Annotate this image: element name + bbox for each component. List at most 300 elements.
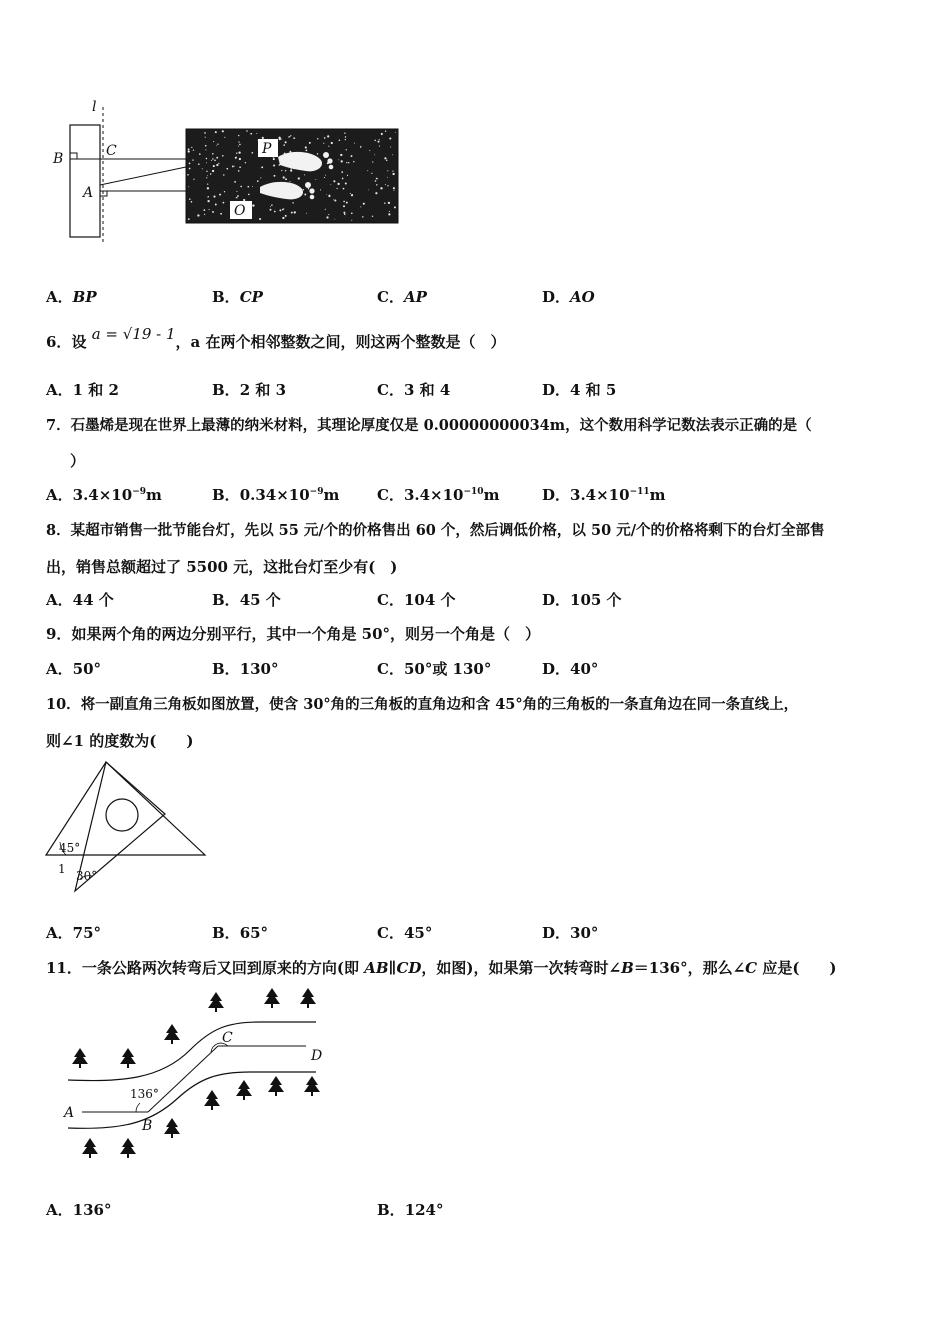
sand-speck xyxy=(224,191,225,192)
sand-speck xyxy=(351,220,352,221)
q11-trees xyxy=(72,988,323,1158)
sand-speck xyxy=(320,189,321,190)
q9-text: 如果两个角的两边分别平行，其中一个角是 50°，则另一个角是（ ） xyxy=(71,625,541,643)
q5-label-l: l xyxy=(92,99,97,115)
sand-speck xyxy=(206,177,207,178)
q9-option-c xyxy=(377,658,491,679)
sand-speck xyxy=(315,179,316,180)
q6-question xyxy=(46,325,506,352)
q10-line2: 则∠1 的度数为( ) xyxy=(46,732,194,750)
q5-option-b xyxy=(212,286,263,307)
q7-option-b-base: 0.34×10 xyxy=(239,486,310,504)
sand-speck xyxy=(207,175,208,176)
q6-option-c xyxy=(377,379,450,400)
sand-speck xyxy=(212,153,214,155)
sand-speck xyxy=(343,212,345,214)
q5-label-p: P xyxy=(262,141,272,157)
q9-option-c-text: 50°或 130° xyxy=(403,660,492,678)
q10-number: 10． xyxy=(46,696,81,713)
sand-speck xyxy=(345,182,347,184)
q5-label-o: O xyxy=(234,203,246,219)
q7-option-b-letter: B． xyxy=(212,486,240,504)
sand-speck xyxy=(369,150,370,151)
sand-speck xyxy=(290,151,292,153)
sand-speck xyxy=(390,147,391,148)
sand-speck xyxy=(239,158,241,160)
q8-option-a-letter: A． xyxy=(46,591,73,609)
q6-option-b xyxy=(212,379,286,400)
sand-speck xyxy=(379,146,380,147)
q7-option-d-letter: D． xyxy=(542,486,571,504)
sand-speck xyxy=(336,188,337,189)
q8-line1: 某超市销售一批节能台灯，先以 55 元/个的价格售出 60 个，然后调低价格，以 50 元/个的价格将剩下的台灯全部售 xyxy=(70,522,825,539)
q9-option-b xyxy=(212,658,279,679)
sand-speck xyxy=(213,196,215,198)
q11-text-b: ，如图)，如果第一次转弯时∠ xyxy=(421,959,622,977)
q7-option-c-letter: C． xyxy=(377,486,404,504)
sand-speck xyxy=(218,163,219,164)
sand-speck xyxy=(193,149,194,150)
q9-number: 9． xyxy=(46,625,72,643)
sand-speck xyxy=(385,131,386,132)
sand-speck xyxy=(385,184,386,185)
q11-arc-b xyxy=(136,1103,140,1112)
tree-icon xyxy=(120,1048,136,1068)
q5-option-b-text: CP xyxy=(239,288,263,306)
sand-speck xyxy=(243,199,245,201)
q6-prefix: 设 xyxy=(71,333,87,351)
q7-line1: 石墨烯是现在世界上最薄的纳米材料，其理论厚度仅是 0.00000000034m，这个数用科学记数法表示正确的是（ xyxy=(70,417,812,434)
sand-speck xyxy=(292,202,293,203)
sand-speck xyxy=(346,202,348,204)
sand-speck xyxy=(343,205,345,207)
sand-speck xyxy=(378,141,380,143)
sand-speck xyxy=(236,191,237,192)
sand-speck xyxy=(392,171,393,172)
q7-question-line1 xyxy=(46,414,812,435)
sand-speck xyxy=(317,138,318,139)
sand-speck xyxy=(363,203,365,205)
sand-speck xyxy=(261,166,263,168)
sand-speck xyxy=(223,174,224,175)
sand-speck xyxy=(323,143,324,144)
q11-text-a: 一条公路两次转弯后又回到原来的方向(即 xyxy=(81,959,365,977)
q11-option-b-letter: B． xyxy=(377,1201,405,1219)
sand-speck xyxy=(281,139,282,140)
sand-speck xyxy=(189,198,191,200)
sand-speck xyxy=(224,137,225,138)
sand-speck xyxy=(208,196,209,197)
sand-speck xyxy=(205,149,206,150)
q10-option-b xyxy=(212,922,268,943)
sand-speck xyxy=(234,166,235,167)
tree-icon xyxy=(164,1024,180,1044)
sand-speck xyxy=(374,154,375,155)
q11-option-a xyxy=(46,1199,111,1220)
sand-speck xyxy=(392,173,394,175)
sand-speck xyxy=(206,162,207,163)
q5-sandpit xyxy=(186,129,398,223)
q7-option-d-unit: m xyxy=(649,486,666,504)
q7-option-b xyxy=(212,484,339,505)
sand-speck xyxy=(294,211,296,213)
sand-speck xyxy=(220,213,222,215)
sand-speck xyxy=(219,194,221,196)
q5-option-a-letter: A． xyxy=(46,288,73,306)
q8-option-d-text: 105 个 xyxy=(570,591,622,609)
q7-option-a-unit: m xyxy=(146,486,162,504)
tree-icon xyxy=(236,1080,252,1100)
q11-label-c: C xyxy=(222,1030,233,1046)
sand-speck xyxy=(247,186,249,188)
q6-option-c-text: 3 和 4 xyxy=(403,381,451,399)
tree-icon xyxy=(204,1090,220,1110)
sand-speck xyxy=(214,160,216,162)
sand-speck xyxy=(216,157,218,159)
sand-speck xyxy=(386,159,388,161)
sand-speck xyxy=(340,154,342,156)
q6-option-a-text: 1 和 2 xyxy=(72,381,119,399)
sand-speck xyxy=(207,200,209,202)
sand-speck xyxy=(238,141,239,142)
sand-speck xyxy=(376,184,377,185)
sand-speck xyxy=(239,144,241,146)
sand-speck xyxy=(212,170,214,172)
q8-option-c-text: 104 个 xyxy=(403,591,456,609)
q9-option-d-letter: D． xyxy=(542,660,571,678)
sand-speck xyxy=(394,206,396,208)
q7-option-d-exp: −11 xyxy=(629,487,650,497)
q7-line2: ） xyxy=(70,452,86,470)
q7-option-c-unit: m xyxy=(483,486,500,504)
q7-number: 7． xyxy=(46,417,71,434)
sand-speck xyxy=(251,152,253,154)
tree-icon xyxy=(82,1138,98,1158)
sand-speck xyxy=(345,139,346,140)
sand-speck xyxy=(344,133,345,134)
q8-option-b-letter: B． xyxy=(212,591,240,609)
sand-speck xyxy=(260,177,261,178)
sand-speck xyxy=(309,142,311,144)
q11-text-bv: B xyxy=(621,959,634,977)
q8-question-line2 xyxy=(46,556,397,577)
tree-icon xyxy=(268,1076,284,1096)
sand-speck xyxy=(375,180,377,182)
q8-option-c xyxy=(377,589,456,610)
sand-speck xyxy=(328,214,329,215)
sand-speck xyxy=(384,157,386,159)
sand-speck xyxy=(246,130,248,132)
q10-option-b-letter: B． xyxy=(212,924,240,942)
sand-speck xyxy=(189,168,191,170)
sand-speck xyxy=(285,170,286,171)
sand-speck xyxy=(334,200,336,202)
q5-label-c: C xyxy=(106,143,117,159)
q9-option-d-text: 40° xyxy=(570,660,599,678)
q6-suffix: ，a 在两个相邻整数之间，则这两个整数是（ ） xyxy=(175,333,506,351)
sand-speck xyxy=(256,133,257,134)
sand-speck xyxy=(232,165,234,167)
sand-speck xyxy=(384,202,385,203)
q6-formula: a = √19 - 1 xyxy=(91,325,176,343)
sand-speck xyxy=(338,159,339,160)
q8-option-a xyxy=(46,589,114,610)
sand-speck xyxy=(330,184,331,185)
q11-label-a: A xyxy=(64,1105,75,1121)
q10-hole xyxy=(106,799,138,831)
q7-option-b-exp: −9 xyxy=(309,487,324,497)
tree-icon xyxy=(208,992,224,1012)
sand-speck xyxy=(274,175,276,177)
q7-option-d-base: 3.4×10 xyxy=(570,486,630,504)
q6-option-c-letter: C． xyxy=(377,381,404,399)
sand-speck xyxy=(285,215,287,217)
q8-line2: 出，销售总额超过了 5500 元，这批台灯至少有( ) xyxy=(46,558,398,576)
q9-option-b-letter: B． xyxy=(212,660,240,678)
q10-question-line1 xyxy=(46,693,798,714)
sand-speck xyxy=(252,204,254,206)
sand-speck xyxy=(283,208,284,209)
q6-option-d-letter: D． xyxy=(542,381,571,399)
sand-speck xyxy=(199,153,201,155)
q10-option-d-text: 30° xyxy=(570,924,599,942)
q10-option-a-text: 75° xyxy=(72,924,102,942)
sand-speck xyxy=(245,162,246,163)
sand-speck xyxy=(324,177,325,178)
sand-speck xyxy=(351,155,353,157)
sand-speck xyxy=(393,187,395,189)
sand-speck xyxy=(188,148,190,150)
sand-speck xyxy=(379,139,380,140)
sand-speck xyxy=(325,175,326,176)
q10-option-d-letter: D． xyxy=(542,924,571,942)
sand-speck xyxy=(362,216,363,217)
q11-question xyxy=(46,957,837,978)
sand-speck xyxy=(270,206,271,207)
q5-option-c-text: AP xyxy=(403,288,427,306)
sand-speck xyxy=(387,185,388,186)
sand-speck xyxy=(187,174,189,176)
sand-speck xyxy=(374,140,375,141)
sand-speck xyxy=(237,195,239,197)
sand-speck xyxy=(234,181,236,183)
sand-speck xyxy=(298,177,300,179)
q7-option-c xyxy=(377,484,499,505)
sand-speck xyxy=(328,195,330,197)
sand-speck xyxy=(283,176,285,178)
sand-speck xyxy=(351,194,353,196)
sand-speck xyxy=(305,146,307,148)
q7-question-line2 xyxy=(70,450,85,471)
sand-speck xyxy=(215,204,217,206)
q5-option-b-letter: B． xyxy=(212,288,240,306)
q5-line-ap xyxy=(100,167,186,185)
q6-option-b-letter: B． xyxy=(212,381,240,399)
sand-speck xyxy=(381,133,383,135)
q7-option-c-exp: −10 xyxy=(463,487,484,497)
sand-speck xyxy=(278,137,280,139)
q5-option-a-text: BP xyxy=(72,288,97,306)
q5-right-angle-b xyxy=(70,153,77,159)
sand-speck xyxy=(192,159,193,160)
q11-option-a-text: 136° xyxy=(72,1201,112,1219)
sand-speck xyxy=(213,141,214,142)
sand-speck xyxy=(203,209,205,211)
sand-speck xyxy=(288,137,289,138)
sand-speck xyxy=(341,160,343,162)
sand-speck xyxy=(273,158,275,160)
sand-speck xyxy=(250,133,252,135)
q10-label-45: 45° xyxy=(59,841,81,855)
sand-speck xyxy=(354,143,355,144)
q9-question xyxy=(46,623,540,644)
sand-speck xyxy=(345,136,346,137)
q8-number: 8． xyxy=(46,522,71,539)
sand-speck xyxy=(372,161,373,162)
sand-speck xyxy=(353,161,354,162)
q11-text-d: 应是( ) xyxy=(757,959,837,977)
q8-option-b xyxy=(212,589,281,610)
q6-option-b-text: 2 和 3 xyxy=(239,381,287,399)
tree-icon xyxy=(72,1048,88,1068)
sand-speck xyxy=(188,150,190,152)
sand-speck xyxy=(198,163,200,165)
q9-option-a-letter: A． xyxy=(46,660,73,678)
sand-speck xyxy=(252,186,253,187)
q11-option-b-text: 124° xyxy=(404,1201,444,1219)
sand-speck xyxy=(325,209,326,210)
sand-speck xyxy=(204,132,206,134)
q9-option-a xyxy=(46,658,101,679)
q10-line1: 将一副直角三角板如图放置，使含 30°角的三角板的直角边和含 45°角的三角板的一条直角边在同一条直线上， xyxy=(80,696,799,713)
sand-speck xyxy=(257,180,259,182)
q10-option-d xyxy=(542,922,598,943)
q7-option-c-base: 3.4×10 xyxy=(403,486,464,504)
sand-speck xyxy=(188,218,190,220)
q7-option-a-base: 3.4×10 xyxy=(72,486,133,504)
sand-speck xyxy=(239,166,241,168)
q11-label-b: B xyxy=(142,1118,153,1134)
q5-label-b: B xyxy=(53,151,64,167)
sand-speck xyxy=(270,209,272,211)
sand-speck xyxy=(348,162,349,163)
q11-text-c: ＝136°，那么∠ xyxy=(633,959,746,977)
q8-option-a-text: 44 个 xyxy=(72,591,114,609)
sand-speck xyxy=(236,197,237,198)
sand-speck xyxy=(367,170,368,171)
sand-speck xyxy=(271,204,272,205)
q10-label-1: 1 xyxy=(58,862,66,876)
sand-speck xyxy=(317,153,319,155)
sand-speck xyxy=(222,155,224,157)
sand-speck xyxy=(334,219,335,220)
q8-option-d-letter: D． xyxy=(542,591,571,609)
sand-speck xyxy=(222,130,224,132)
sand-speck xyxy=(293,137,295,139)
sand-speck xyxy=(372,216,373,217)
sand-speck xyxy=(327,135,329,137)
q7-option-d xyxy=(542,484,666,505)
q10-option-b-text: 65° xyxy=(239,924,269,942)
q9-option-d xyxy=(542,658,598,679)
sand-speck xyxy=(290,181,291,182)
sand-speck xyxy=(377,178,378,179)
sand-speck xyxy=(324,137,326,139)
sand-speck xyxy=(283,144,285,146)
sand-speck xyxy=(282,217,284,219)
sand-speck xyxy=(328,146,329,147)
sand-speck xyxy=(387,177,388,178)
q6-option-d xyxy=(542,379,616,400)
sand-speck xyxy=(350,193,351,194)
sand-speck xyxy=(308,188,309,189)
sand-speck xyxy=(343,188,345,190)
sand-speck xyxy=(380,187,382,189)
q8-option-d xyxy=(542,589,622,610)
sand-speck xyxy=(197,214,199,216)
sand-speck xyxy=(346,149,347,150)
sand-speck xyxy=(342,178,344,180)
q11-option-a-letter: A． xyxy=(46,1201,73,1219)
q7-option-b-unit: m xyxy=(323,486,340,504)
q5-label-a: A xyxy=(83,185,94,201)
q11-text-cv: C xyxy=(745,959,758,977)
tree-icon xyxy=(264,988,280,1008)
sand-speck xyxy=(304,194,306,196)
q7-option-a xyxy=(46,484,162,505)
sand-speck xyxy=(204,214,205,215)
sand-speck xyxy=(207,187,209,189)
sand-speck xyxy=(216,164,218,166)
sand-speck xyxy=(279,209,281,211)
q5-option-d-letter: D． xyxy=(542,288,571,306)
sand-speck xyxy=(347,175,348,176)
q11-number: 11． xyxy=(46,959,82,977)
sand-speck xyxy=(387,170,388,171)
sand-speck xyxy=(281,170,282,171)
sand-speck xyxy=(274,211,276,213)
q5-option-c-letter: C． xyxy=(377,288,404,306)
sand-speck xyxy=(289,136,290,137)
q5-option-d-text: AO xyxy=(570,288,595,306)
tree-icon xyxy=(304,1076,320,1096)
sand-speck xyxy=(193,179,194,180)
q10-option-c xyxy=(377,922,432,943)
sand-speck xyxy=(212,211,214,213)
sand-speck xyxy=(209,209,210,210)
sand-speck xyxy=(205,137,206,138)
sand-speck xyxy=(202,168,203,169)
q10-option-c-letter: C． xyxy=(377,924,404,942)
sand-speck xyxy=(306,213,307,214)
sand-speck xyxy=(304,174,305,175)
tree-icon xyxy=(164,1118,180,1138)
sand-speck xyxy=(388,202,390,204)
q11-text-ab: AB∥CD xyxy=(364,959,422,977)
sand-speck xyxy=(285,141,287,143)
sand-speck xyxy=(306,150,308,152)
sand-speck xyxy=(191,147,192,148)
q11-label-d: D xyxy=(311,1048,323,1064)
sand-speck xyxy=(326,216,328,218)
q10-option-c-text: 45° xyxy=(403,924,433,942)
sand-speck xyxy=(273,164,275,166)
sand-speck xyxy=(259,218,261,220)
sand-speck xyxy=(213,165,215,167)
sand-speck xyxy=(360,146,361,147)
sand-speck xyxy=(191,202,192,203)
sand-speck xyxy=(290,135,291,136)
